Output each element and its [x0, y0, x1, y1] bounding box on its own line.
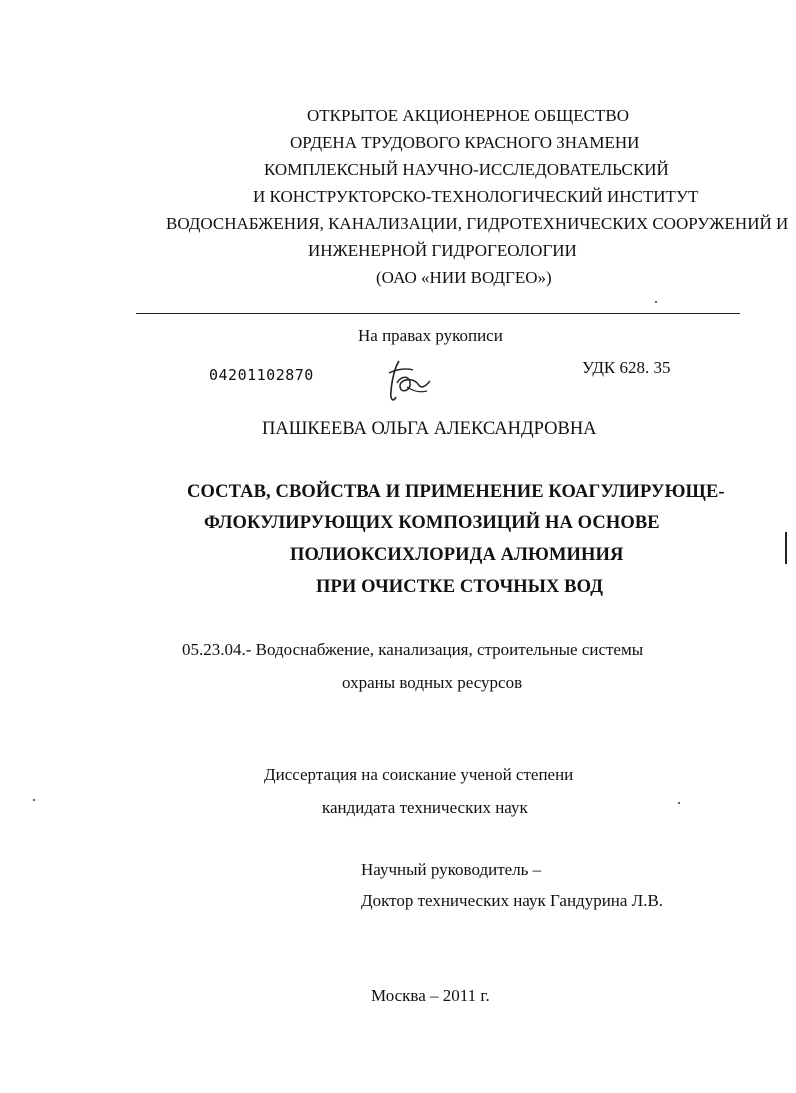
margin-mark: [785, 532, 787, 564]
author-name: ПАШКЕЕВА ОЛЬГА АЛЕКСАНДРОВНА: [262, 419, 597, 439]
title-line-1: СОСТАВ, СВОЙСТВА И ПРИМЕНЕНИЕ КОАГУЛИРУЮЩЕ-: [187, 482, 725, 502]
degree-line-1: Диссертация на соискание ученой степени: [264, 765, 574, 784]
udc-code: УДК 628. 35: [582, 358, 671, 377]
place-year: Москва – 2011 г.: [371, 986, 490, 1005]
title-line-3: ПОЛИОКСИХЛОРИДА АЛЮМИНИЯ: [290, 545, 624, 565]
speck: [655, 301, 657, 303]
supervisor-label: Научный руководитель –: [361, 860, 542, 879]
title-line-4: ПРИ ОЧИСТКЕ СТОЧНЫХ ВОД: [316, 577, 604, 597]
specialty-line-1: 05.23.04.- Водоснабжение, канализация, строительные системы: [182, 640, 644, 659]
org-line-1: ОТКРЫТОЕ АКЦИОНЕРНОЕ ОБЩЕСТВО: [307, 106, 630, 125]
title-line-2: ФЛОКУЛИРУЮЩИХ КОМПОЗИЦИЙ НА ОСНОВЕ: [204, 513, 660, 533]
org-line-3: КОМПЛЕКСНЫЙ НАУЧНО-ИССЛЕДОВАТЕЛЬСКИЙ: [264, 160, 669, 179]
org-line-5: ВОДОСНАБЖЕНИЯ, КАНАЛИЗАЦИИ, ГИДРОТЕХНИЧЕСКИХ СООРУЖЕНИЙ И: [166, 214, 789, 233]
speck: [678, 802, 680, 804]
supervisor-name: Доктор технических наук Гандурина Л.В.: [361, 891, 664, 910]
org-line-6: ИНЖЕНЕРНОЙ ГИДРОГЕОЛОГИИ: [308, 241, 577, 260]
org-line-4: И КОНСТРУКТОРСКО-ТЕХНОЛОГИЧЕСКИЙ ИНСТИТУТ: [253, 187, 699, 206]
signature-icon: [383, 357, 439, 407]
degree-line-2: кандидата технических наук: [322, 798, 528, 817]
speck: [33, 799, 35, 801]
specialty-line-2: охраны водных ресурсов: [342, 673, 523, 692]
org-line-7: (ОАО «НИИ ВОДГЕО»): [376, 268, 552, 287]
registration-number: 04201102870: [209, 366, 314, 384]
manuscript-note: На правах рукописи: [358, 326, 503, 345]
org-line-2: ОРДЕНА ТРУДОВОГО КРАСНОГО ЗНАМЕНИ: [290, 133, 640, 152]
header-divider: [136, 313, 740, 314]
